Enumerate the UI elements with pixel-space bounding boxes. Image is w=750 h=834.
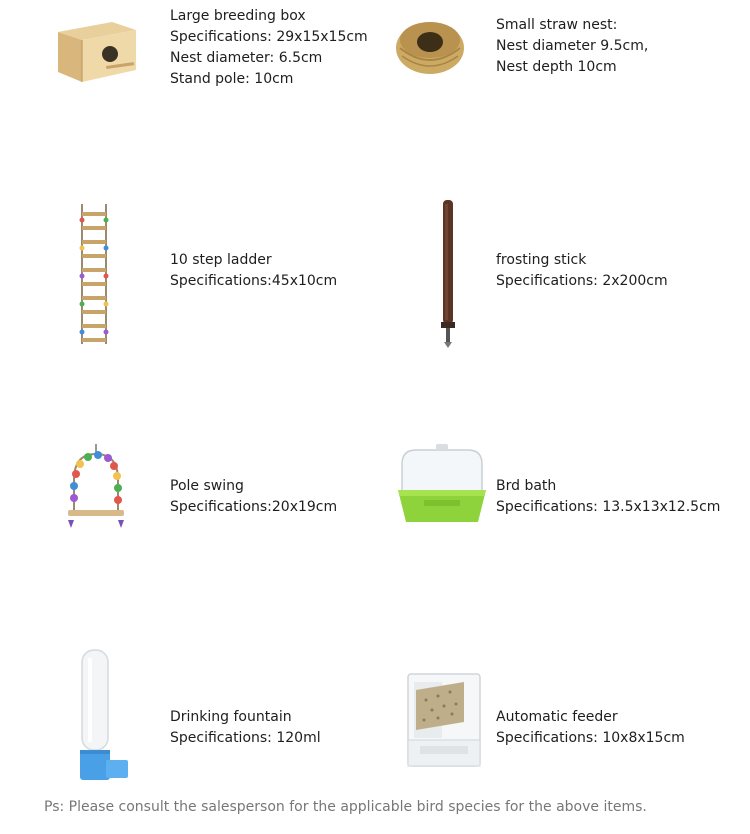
automatic-feeder-image	[404, 670, 484, 770]
drinking-fountain-image	[76, 648, 132, 784]
pole-swing-image	[64, 444, 128, 530]
product-title: Automatic feeder	[496, 709, 618, 725]
product-spec: Specifications: 10x8x15cm	[496, 730, 685, 746]
breeding-box-image	[54, 12, 140, 86]
ladder-image	[76, 200, 112, 348]
product-spec: Specifications:45x10cm	[170, 273, 338, 289]
frosting-stick-text	[496, 250, 668, 292]
product-spec: Specifications: 120ml	[170, 730, 321, 746]
product-spec: Nest depth 10cm	[496, 59, 617, 75]
pole-swing-text	[170, 476, 337, 518]
product-spec: Specifications: 2x200cm	[496, 273, 668, 289]
product-title: 10 step ladder	[170, 252, 272, 268]
product-title: Small straw nest:	[496, 17, 618, 33]
straw-nest-text	[496, 15, 648, 78]
product-title: frosting stick	[496, 252, 587, 268]
straw-nest-image	[392, 12, 468, 78]
product-title: Drinking fountain	[170, 709, 292, 725]
bird-bath-image	[396, 444, 488, 530]
product-spec: Specifications: 13.5x13x12.5cm	[496, 499, 721, 515]
bird-bath-text	[496, 476, 720, 518]
product-spec: Specifications:20x19cm	[170, 499, 338, 515]
automatic-feeder-text	[496, 707, 685, 749]
footer-note: Ps: Please consult the salesperson for the applicable bird species for the above items.	[44, 799, 647, 815]
product-title: Large breeding box	[170, 8, 306, 24]
drinking-fountain-text	[170, 707, 321, 749]
frosting-stick-image	[438, 198, 458, 350]
product-title: Brd bath	[496, 478, 557, 494]
product-title: Pole swing	[170, 478, 244, 494]
product-spec: Specifications: 29x15x15cm	[170, 29, 368, 45]
breeding-box-text	[170, 6, 368, 90]
product-spec: Stand pole: 10cm	[170, 71, 294, 87]
product-spec: Nest diameter: 6.5cm	[170, 50, 323, 66]
product-spec: Nest diameter 9.5cm,	[496, 38, 649, 54]
ladder-text	[170, 250, 337, 292]
